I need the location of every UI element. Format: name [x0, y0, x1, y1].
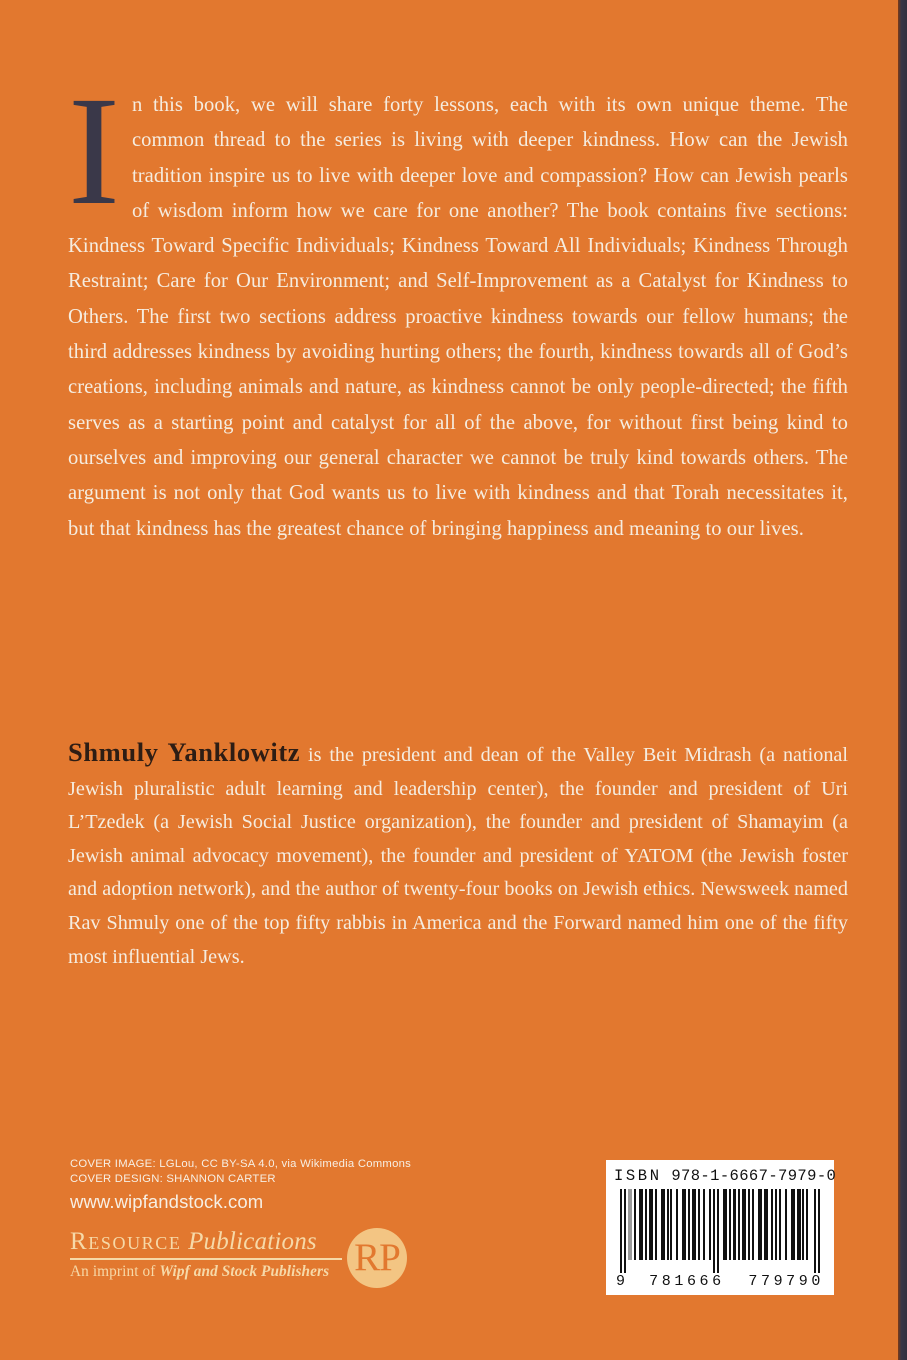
publisher-website-link[interactable]: www.wipfandstock.com — [70, 1190, 264, 1212]
publisher-name-smallcaps: Resource — [70, 1228, 182, 1255]
cover-image-credit: COVER IMAGE: LGLou, CC BY-SA 4.0, via Wikimedia Commons — [70, 1158, 412, 1170]
rp-monogram-letters: RP — [354, 1235, 400, 1279]
cover-design-credit: COVER DESIGN: SHANNON CARTER — [70, 1172, 276, 1185]
barcode-digits — [614, 1273, 826, 1290]
barcode-digit-left: 9 — [616, 1273, 626, 1290]
isbn-number: 978-1-6667-7979-0 — [671, 1167, 837, 1185]
logo-divider-rule — [70, 1258, 342, 1260]
author-name: Shmuly Yanklowitz — [68, 737, 301, 767]
imprint-parent-company: Wipf and Stock Publishers — [159, 1262, 330, 1280]
imprint-prefix: An imprint of — [70, 1262, 160, 1280]
publisher-logo-text — [70, 1227, 342, 1282]
drop-cap-letter: I — [68, 64, 120, 237]
publisher-imprint-line — [70, 1262, 342, 1282]
book-edge-strip — [898, 0, 907, 1360]
barcode-bars-area — [614, 1189, 826, 1273]
author-bio — [68, 736, 848, 974]
isbn-barcode — [606, 1160, 837, 1295]
author-bio-text: is the president and dean of the Valley Beit Midrash (a national Jewish pluralistic adult learning and leadership center), the founder and president of Uri L’Tzedek (a Jewish Social Justice organization), the founder and president of Shamayim (a Jewish animal advocacy movement), the founder and president of YATOM (the Jewish foster and adoption network), and the author of twenty-four books on Jewish ethics. Newsweek named Rav Shmuly one of the top fifty rabbis in America and the Forward named him one of the fifty most influential Jews. — [68, 744, 848, 968]
rp-monogram-icon — [347, 1228, 407, 1288]
cover-credits — [70, 1157, 411, 1214]
publisher-name-italic: Publications — [188, 1228, 317, 1255]
barcode-digit-group-2: 779790 — [748, 1273, 824, 1290]
blurb-body-text: n this book, we will share forty lessons, each with its own unique theme. The common thread to the series is living with deeper kindness. How can the Jewish tradition inspire us to live with deeper love and compassion? How can Jewish pearls of wisdom inform how we care for one another? The book contains five sections: Kindness Toward Specific Individuals; Kindness Toward All Individuals; Kindness Through Restraint; Care for Our Environment; and Self-Improvement as a Catalyst for Kindness to Others. The first two sections address proactive kindness towards our fellow humans; the third addresses kindness by avoiding hurting others; the fourth, kindness towards all of God’s creations, including animals and nature, as kindness cannot be only people-directed; the fifth serves as a starting point and catalyst for all of the above, for without first being kind to ourselves and improving our general character we cannot be truly kind towards others. The argument is not only that God wants us to live with kindness and that Torah necessitates it, but that kindness has the greatest chance of bringing happiness and meaning to our lives. — [68, 94, 848, 540]
isbn-prefix: ISBN — [614, 1167, 662, 1185]
isbn-label — [614, 1167, 837, 1185]
publisher-logo — [70, 1227, 415, 1299]
publisher-name — [70, 1227, 342, 1257]
barcode-digit-group-1: 781666 — [649, 1273, 725, 1290]
blurb-paragraph — [68, 64, 848, 547]
barcode-bars — [620, 1189, 820, 1273]
